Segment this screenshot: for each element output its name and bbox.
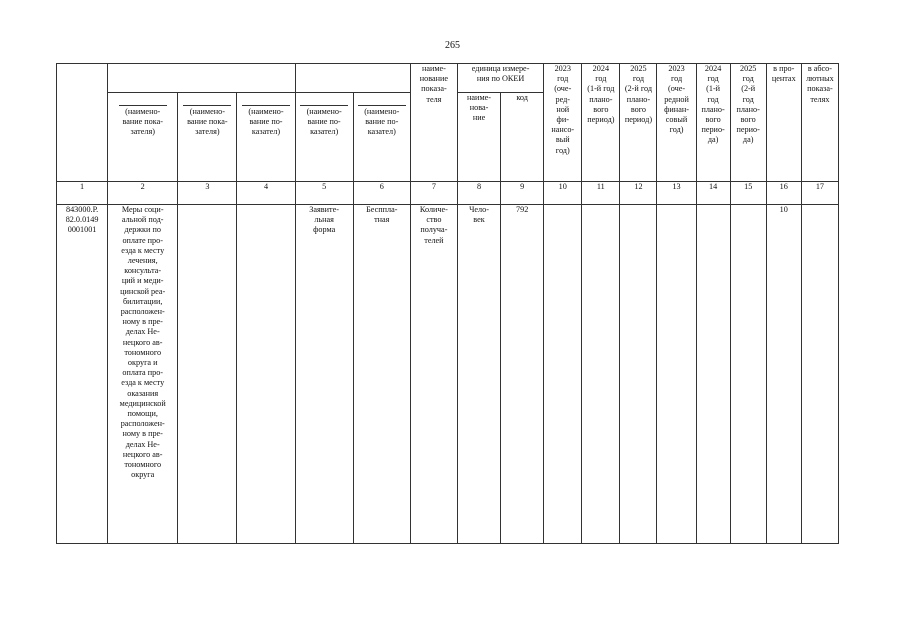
column-number: 16 [766,182,801,205]
column-number: 7 [410,182,457,205]
column-number: 10 [544,182,582,205]
header-2024-value: 2024 год (1-й год плано- вого период) [582,64,620,182]
table-row [57,205,839,544]
header-2023-fee: 2023 год (оче- редной финан- совый год) [657,64,696,182]
empty-cell [730,205,766,544]
column-number: 13 [657,182,696,205]
column-number: 9 [501,182,544,205]
column-number: 3 [178,182,237,205]
empty-cell [620,205,657,544]
column-number: 15 [730,182,766,205]
service-form: Заявите- льная форма [295,205,353,544]
service-indicators-table [56,63,839,544]
header-okei-unit: единица измере- ния по ОКЕИ [457,64,543,93]
column-number: 5 [295,182,353,205]
header-cell-5: (наимено- вание по- казател) [295,93,353,182]
column-number: 17 [801,182,838,205]
registry-number: 843000.Р. 82.0.0149 0001001 [57,205,108,544]
header-okei-name: наиме- нова- ние [457,93,500,182]
header-2024-fee: 2024 год (1-й год плано- вого перио- да) [696,64,730,182]
header-cell-1 [57,64,108,182]
header-okei-code: код [501,93,544,182]
empty-cell [696,205,730,544]
column-number: 8 [457,182,500,205]
column-number: 12 [620,182,657,205]
header-group-conditions [295,64,410,93]
empty-cell [582,205,620,544]
page-number: 265 [445,40,460,51]
column-number: 14 [696,182,730,205]
header-cell-6: (наимено- вание по- казател) [353,93,410,182]
header-cell-4: (наимено- вание по- казател) [237,93,295,182]
empty-cell [237,205,295,544]
header-cell-3: (наимено- вание пока- зателя) [178,93,237,182]
empty-cell [801,205,838,544]
empty-cell [178,205,237,544]
header-cell-2: (наимено- вание пока- зателя) [108,93,178,182]
empty-cell [544,205,582,544]
service-fee-type: Бесппла- тная [353,205,410,544]
column-number: 6 [353,182,410,205]
header-2023-value: 2023 год (оче- ред- ной фи- нансо- вый год) [544,64,582,182]
unit-name: Чело- век [457,205,500,544]
header-2025-fee: 2025 год (2-й год плано- вого перио- да) [730,64,766,182]
unit-code: 792 [501,205,544,544]
column-number: 1 [57,182,108,205]
column-number: 2 [108,182,178,205]
indicator-name: Количе- ство получа- телей [410,205,457,544]
column-number: 11 [582,182,620,205]
deviation-percent: 10 [766,205,801,544]
header-group-content [108,64,295,93]
header-percent: в про- центах [766,64,801,182]
empty-cell [657,205,696,544]
column-number: 4 [237,182,295,205]
column-numbers-row [57,182,839,205]
header-absolute: в абсо- лютных показа- телях [801,64,838,182]
header-row-top [57,64,839,93]
service-content: Меры соци- альной под- держки по оплате про- езда к месту лечения, консульта- ций и меди- цинской реа- билитации, расположен- ному в пре- делах Не- нецкого ав- тономного округа и оплата про- езда к месту оказания медицинской помощи, расположен- ному в пре- делах Не- нецкого ав- тономного округа [108,205,178,544]
header-indicator-name: наиме- нование показа- теля [410,64,457,182]
header-2025-value: 2025 год (2-й год плано- вого период) [620,64,657,182]
